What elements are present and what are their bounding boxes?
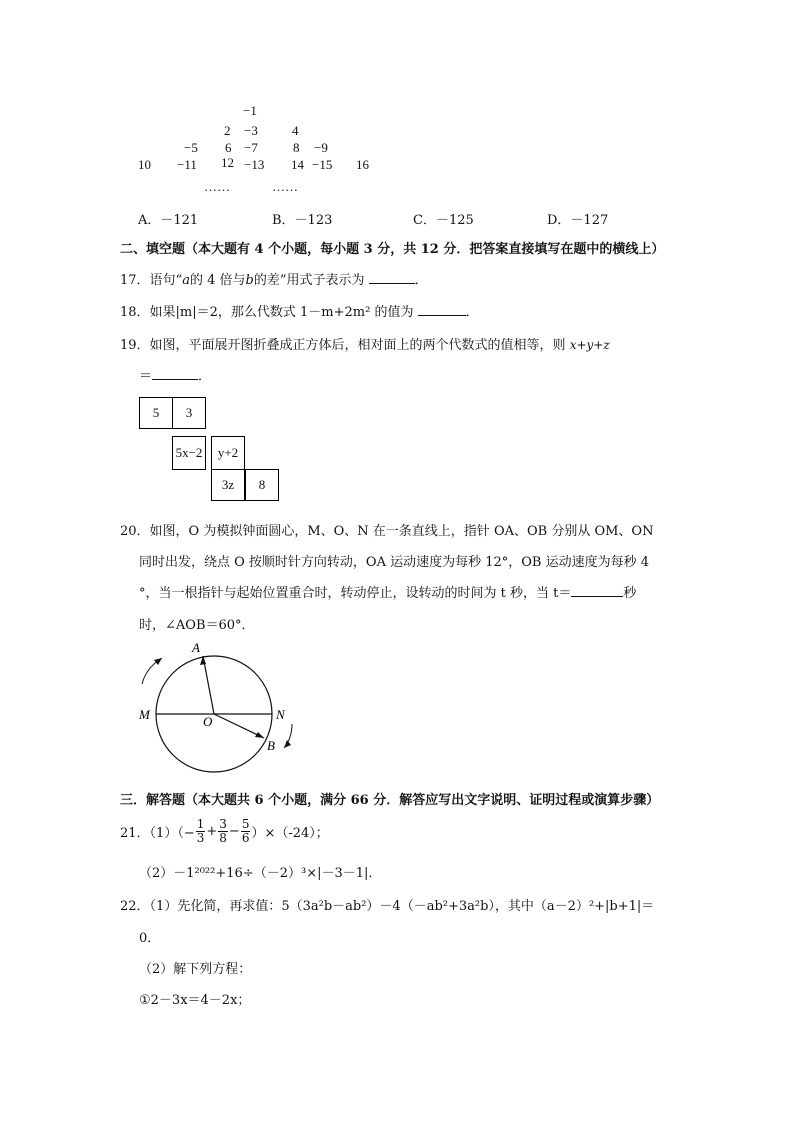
frac-den: 6 [241, 831, 250, 845]
q20-line3 [139, 582, 636, 601]
triangle-cell: −3 [244, 123, 258, 138]
label-o: O [203, 714, 213, 729]
q17-mid1: 的 4 倍与 [189, 273, 246, 288]
triangle-cell: 14 [291, 157, 304, 172]
q21-end: ）×（-24）； [251, 826, 329, 841]
frac-den: 8 [219, 831, 227, 845]
q17-var-a: a [182, 273, 190, 288]
net-cell: 5x−2 [172, 436, 206, 470]
option-a: A．－121 [138, 213, 199, 228]
q21-minus: − [228, 824, 240, 839]
hand-oa [203, 656, 214, 714]
question-19 [120, 334, 610, 353]
triangle-cell: −7 [244, 140, 258, 155]
frac-num: 5 [241, 817, 250, 831]
q20-line1: 20．如图，O 为模拟钟面圆心，M、O、N 在一条直线上，指针 OA、OB 分别从 OM、ON [120, 524, 654, 539]
frac-num: 3 [219, 817, 227, 831]
answer-blank[interactable] [369, 271, 415, 284]
option-c: C．－125 [413, 213, 474, 228]
q18-text: 18．如果|m|＝2，那么代数式 1－m+2m² 的值为 [120, 305, 414, 320]
frac-den: 3 [196, 831, 205, 845]
q19-expr: x+y+z [569, 338, 610, 352]
triangle-cell: −15 [312, 157, 333, 172]
clock-diagram [130, 638, 310, 780]
triangle-cell: 10 [138, 157, 151, 172]
net-cell: 3z [211, 469, 245, 501]
q22-line3: （2）解下列方程： [139, 962, 252, 977]
triangle-cell: −1 [243, 103, 257, 118]
q21-part1 [120, 818, 329, 845]
triangle-cell: −5 [184, 140, 198, 155]
q22-line4: ①2－3x＝4－2x； [139, 993, 251, 1008]
q17-var-b: b [245, 273, 254, 288]
q20-line2: 同时出发，绕点 O 按顺时针方向转动，OA 运动速度为每秒 12°，OB 运动速度为每秒 4 [139, 555, 650, 570]
net-cell: y+2 [211, 436, 245, 470]
net-cell: 3 [172, 397, 206, 429]
question-18 [120, 301, 479, 320]
net-cell: 5 [139, 397, 173, 429]
triangle-cell: 2 [224, 123, 231, 138]
label-a: A [192, 640, 200, 655]
q21-prefix: 21．（1）（− [120, 826, 195, 841]
triangle-cell: 4 [292, 123, 299, 138]
label-m: M [139, 707, 150, 722]
q21-part2: （2）－1²⁰²²+16÷（－2）³×|－3－1|． [139, 866, 382, 881]
triangle-cell: −9 [314, 140, 328, 155]
rotation-arrowhead-left [154, 658, 162, 665]
frac-num: 1 [196, 817, 205, 831]
triangle-ellipsis: …… [204, 179, 230, 194]
q22-line1: 22．（1）先化简，再求值：5（3a²b－ab²）－4（－ab²+3a²b），其中（a－2）²+|b+1|＝ [120, 899, 655, 914]
triangle-cell: 8 [293, 140, 300, 155]
net-cell: 8 [245, 469, 279, 501]
q19-line2 [139, 365, 211, 384]
rotation-arrowhead-right [284, 740, 291, 748]
triangle-cell: −11 [177, 157, 197, 172]
q21-plus: + [206, 824, 218, 839]
question-17 [120, 269, 428, 288]
fraction-1-3 [196, 818, 206, 845]
answer-blank[interactable] [571, 584, 623, 597]
label-n: N [276, 707, 285, 722]
q19-end: ． [198, 369, 212, 384]
answer-blank[interactable] [418, 303, 466, 316]
q18-end: ． [465, 305, 479, 320]
section-2-title: 二、填空题（本大题有 4 个小题，每小题 3 分，共 12 分．把答案直接填写在题中的横线上） [120, 242, 665, 257]
option-d: D．－127 [547, 213, 609, 228]
triangle-ellipsis: …… [272, 179, 298, 194]
q17-prefix: 17．语句“ [120, 273, 183, 288]
q22-line2: 0． [139, 931, 161, 946]
section-3-title: 三．解答题（本大题共 6 个小题，满分 66 分．解答应写出文字说明、证明过程或演算步骤） [120, 793, 660, 808]
triangle-cell: 6 [225, 140, 232, 155]
hand-ob-arrow [255, 732, 264, 738]
q20-line3-text: °，当一根指针与起始位置重合时，转动停止，设转动的时间为 t 秒，当 t＝ [139, 586, 572, 601]
hand-ob [214, 714, 264, 738]
q20-line3-end: 秒 [623, 586, 637, 601]
answer-blank[interactable] [152, 367, 198, 380]
q19-equals: ＝ [139, 369, 153, 384]
label-b: B [267, 738, 275, 753]
triangle-cell: 16 [356, 157, 369, 172]
fraction-5-6 [241, 818, 251, 845]
option-b: B．－123 [272, 213, 333, 228]
fraction-3-8 [218, 818, 228, 845]
q17-mid2: 的差”用式子表示为 [253, 273, 365, 288]
q19-line1: 19．如图，平面展开图折叠成正方体后，相对面上的两个代数式的值相等，则 [120, 338, 566, 353]
triangle-cell: −13 [244, 157, 265, 172]
q20-line4: 时，∠AOB＝60°． [139, 618, 255, 633]
triangle-cell: 12 [221, 155, 234, 170]
q17-end: ． [414, 273, 428, 288]
